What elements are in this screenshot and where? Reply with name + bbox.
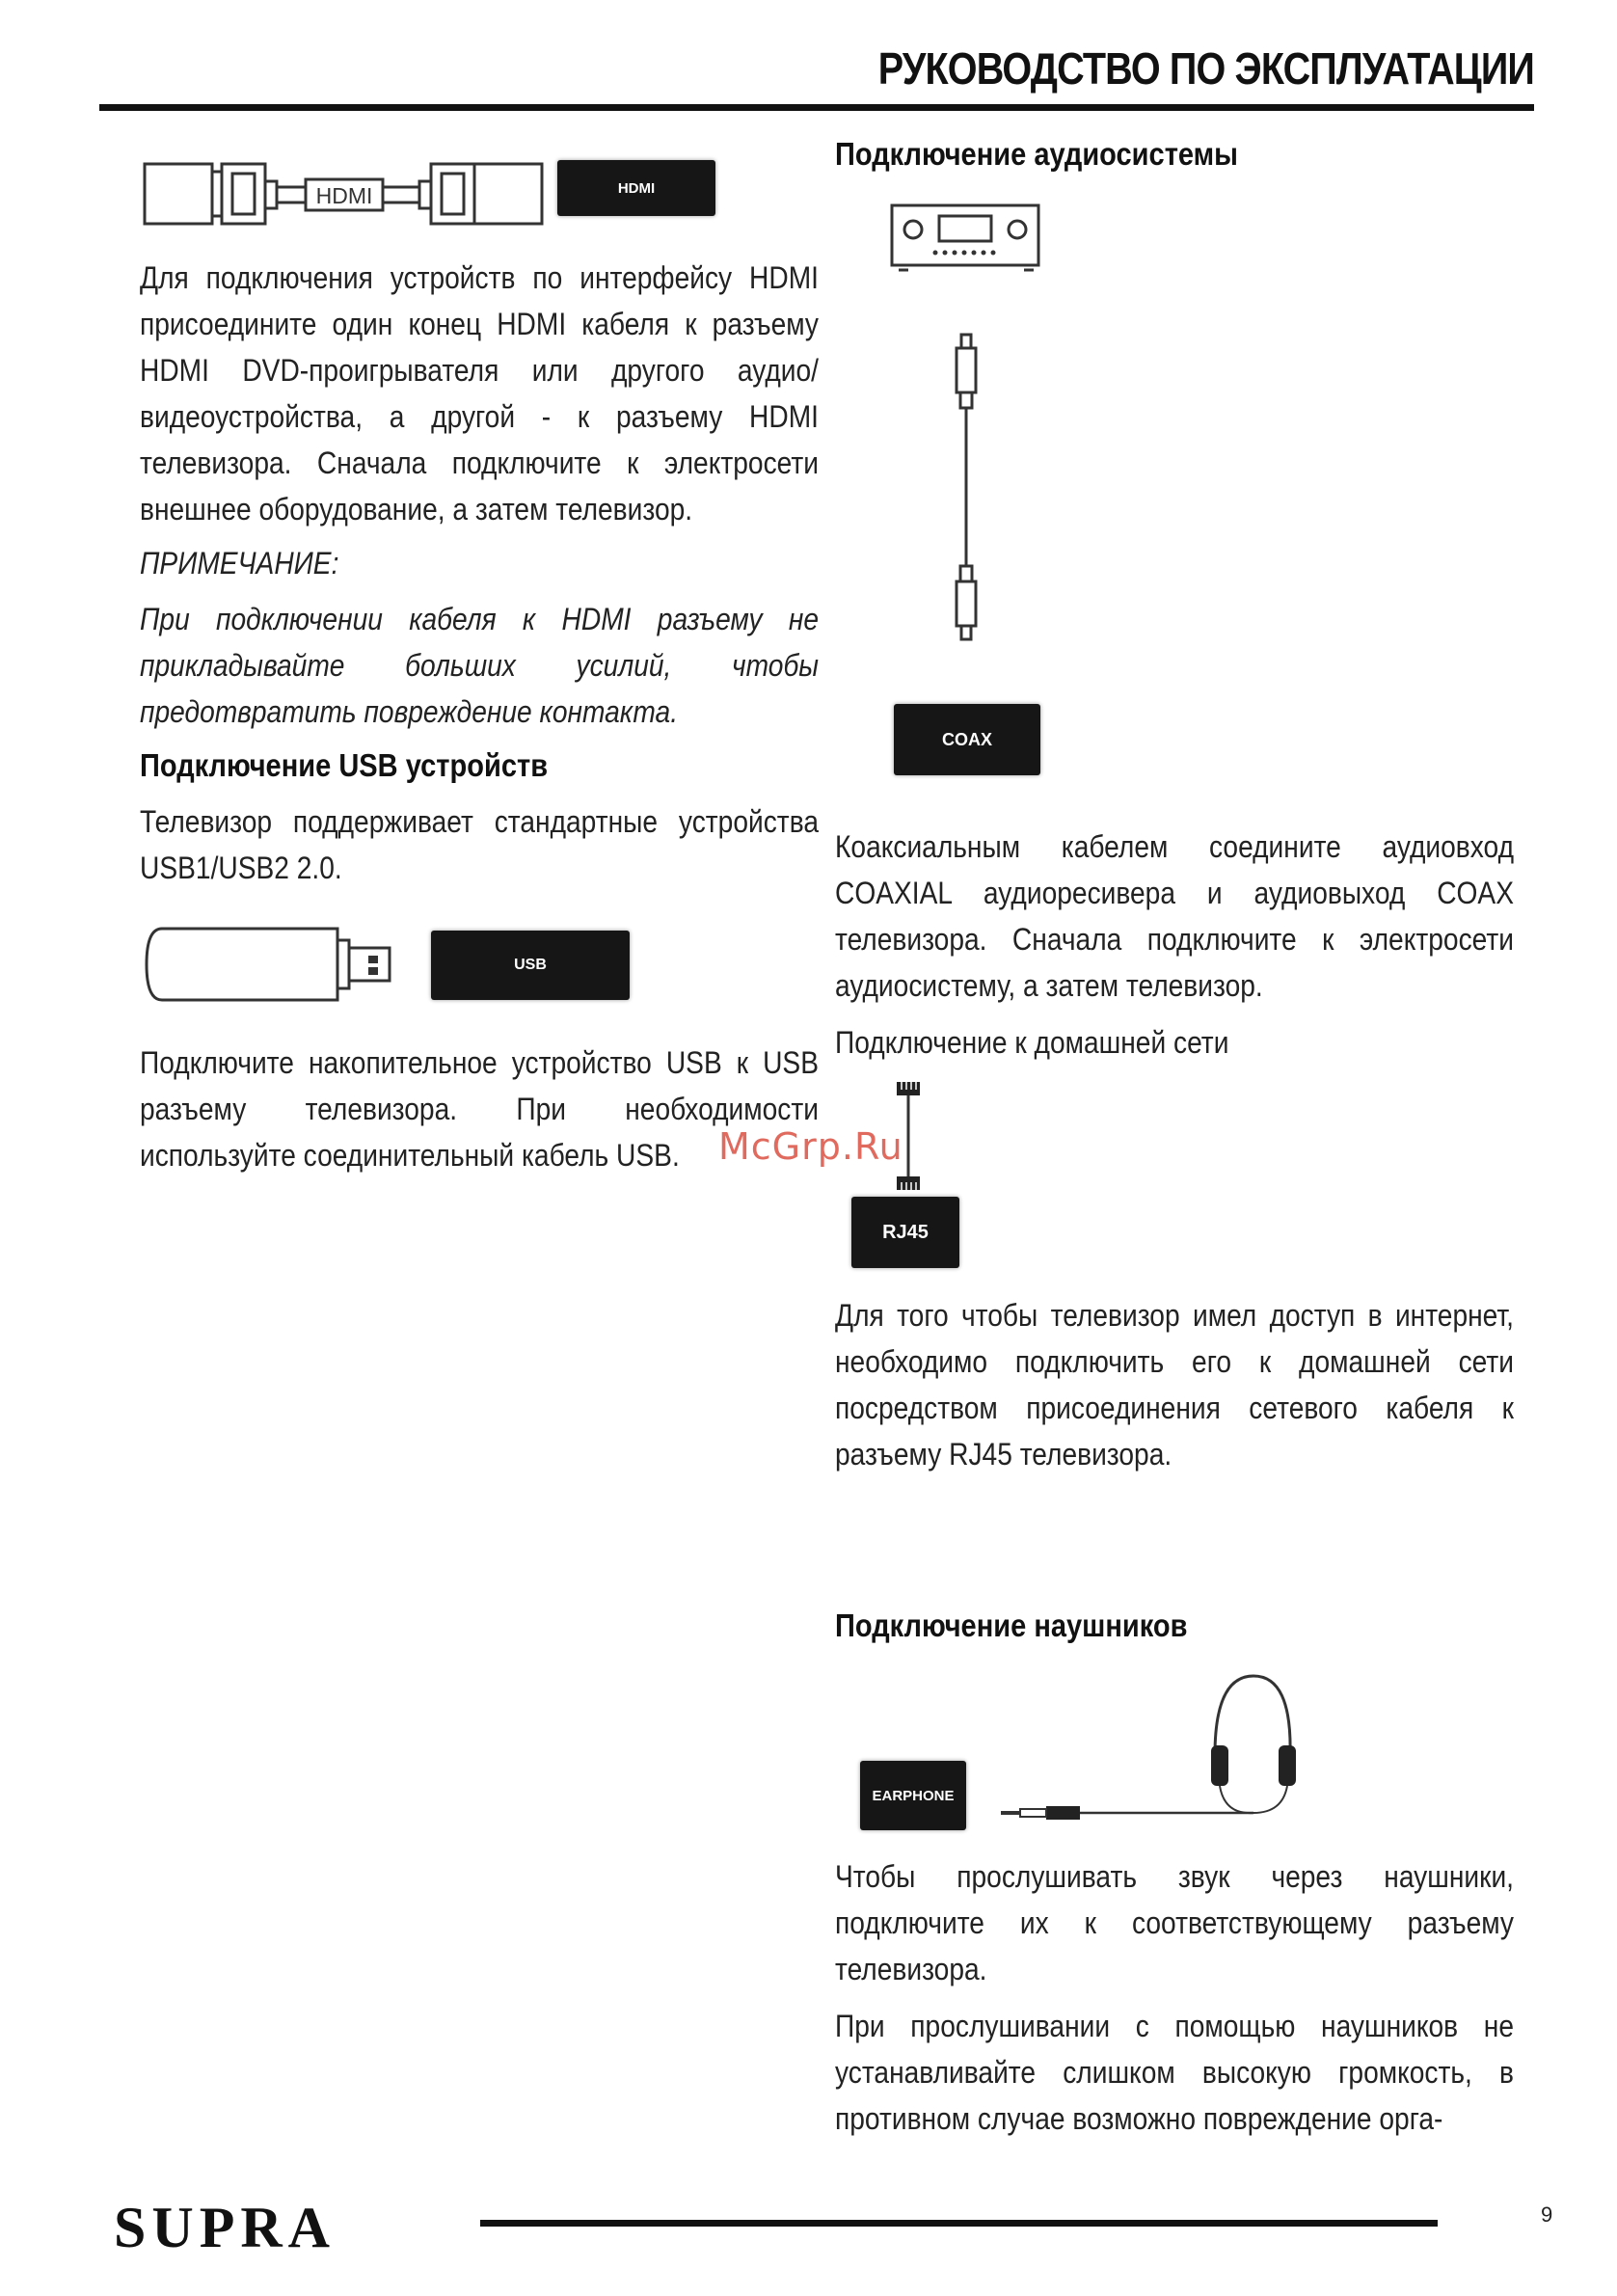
page-title: РУКОВОДСТВО ПО ЭКСПЛУАТАЦИИ <box>877 43 1534 94</box>
network-paragraph: Для того чтобы телевизор имел доступ в интернет, необходимо подключить его к домашней сети посредством присоединения сетевого кабеля к разъему RJ45 телевизора. <box>835 1298 1514 1472</box>
hdmi-port-label: HDMI <box>557 160 715 216</box>
left-text-block <box>140 255 819 891</box>
note-title: ПРИМЕЧАНИЕ: <box>140 546 339 581</box>
right-text-block-1 <box>835 824 1514 1066</box>
right-text-block-2 <box>835 1853 1514 2142</box>
usb-heading: Подключение USB устройств <box>140 747 549 783</box>
coax-cable-illustration <box>945 333 987 641</box>
coax-port-label: COAX <box>894 704 1040 775</box>
usb-paragraph: Подключите накопительное устройство USB к USB разъему телевизора. При необходимости используйте соединительный кабель USB. <box>140 1045 819 1173</box>
headphones-paragraph-1: Чтобы прослушивать звук через наушники, подключите их к соответствующему разъему телевизора. <box>835 1859 1514 1986</box>
hdmi-cable-label: HDMI <box>315 183 373 208</box>
headphones-paragraph-2: При прослушивании с помощью наушников не устанавливайте слишком высокую громкость, в противном случае возможно повреждение орга- <box>835 2009 1514 2136</box>
usb-port-label: USB <box>431 931 630 1000</box>
headphones-illustration <box>993 1668 1302 1823</box>
usb-intro: Телевизор поддерживает стандартные устройства USB1/USB2 2.0. <box>140 804 819 885</box>
watermark: McGrp.Ru <box>718 1125 903 1168</box>
audio-paragraph: Коаксиальным кабелем соедините аудиовход COAXIAL аудиоресивера и аудиовыход COAX телевизора. Сначала подключите к электросети аудиосистему, а затем телевизор. <box>835 829 1514 1003</box>
usb-stick-illustration <box>145 921 395 1008</box>
header-divider <box>99 104 1534 111</box>
brand-logo: SUPRA <box>114 2196 337 2259</box>
network-heading: Подключение к домашней сети <box>835 1025 1229 1060</box>
headphones-heading: Подключение наушников <box>835 1607 1188 1643</box>
rj45-port-label: RJ45 <box>851 1197 959 1268</box>
footer-divider <box>480 2220 1438 2227</box>
earphone-port-label: EARPHONE <box>860 1761 966 1830</box>
audio-receiver-icon <box>889 203 1043 275</box>
audio-heading: Подключение аудиосистемы <box>835 136 1238 172</box>
note-text: При подключении кабеля к HDMI разъему не прикладывайте больших усилий, чтобы предотвратить повреждение контакта. <box>140 602 819 729</box>
page-number: 9 <box>1541 2202 1553 2227</box>
hdmi-paragraph: Для подключения устройств по интерфейсу HDMI присоедините один конец HDMI кабеля к разъему HDMI DVD-проигрывателя или другого аудио/видеоустройства, а другой - к разъему HDMI телевизора. Сначала подключите к электросети внешнее оборудование, а затем телевизор. <box>140 260 819 527</box>
